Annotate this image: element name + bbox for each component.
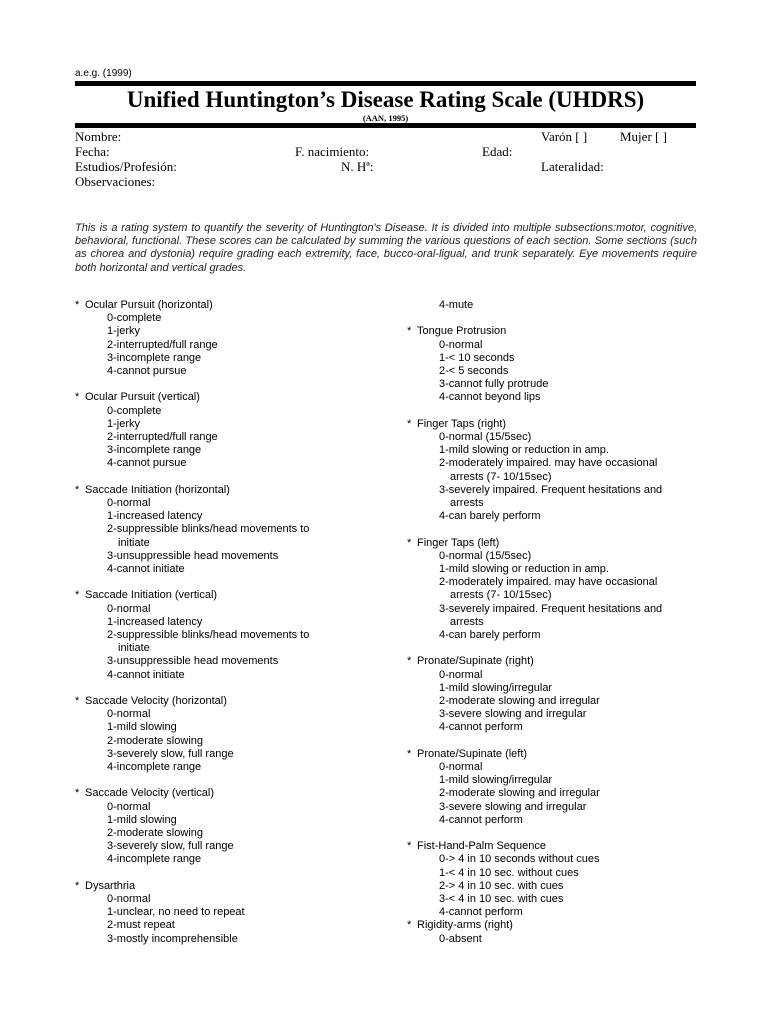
intro-paragraph: This is a rating system to quantify the severity of Huntington's Disease. It is divided into multiple subsections:motor, cognitive, behavioral, functional. These scores can be calculated by summing the various questions of each section. Some sections (such as chorea and dystonia) require grading each extremity, face, bucco-oral-ligual, and trunk separately. Eye movements require both horizontal and vertical grades. [75, 222, 697, 274]
scale-section [407, 840, 662, 919]
rating-option: 4-cannot initiate [107, 563, 185, 576]
scale-section [75, 484, 309, 576]
rating-option: 3-severely slow, full range [107, 840, 234, 853]
document-title: Unified Huntington’s Disease Rating Scale (UHDRS) [126, 87, 645, 112]
rating-option: 2-< 5 seconds [439, 365, 509, 377]
section-heading [407, 537, 662, 550]
rating-option: 3-cannot fully protrude [439, 378, 549, 391]
section-heading [75, 695, 309, 708]
bullet-marker: * [75, 589, 80, 602]
field-f-nacimiento: F. nacimiento: [295, 144, 370, 159]
scale-section [75, 787, 309, 866]
rating-option: 1-mild slowing [107, 721, 177, 734]
divider-bar [75, 81, 696, 86]
scale-section [407, 919, 662, 945]
rating-option: 4-incomplete range [107, 853, 202, 866]
section-title: Saccade Initiation (vertical) [85, 589, 218, 602]
section-title: Saccade Initiation (horizontal) [85, 483, 230, 496]
section-title: Finger Taps (left) [417, 536, 500, 549]
rating-option: 1-jerky [107, 417, 141, 430]
rating-option: 1-jerky [107, 325, 141, 338]
rating-option: 2-moderately impaired. may have occasional [439, 457, 658, 470]
rating-option: 3-unsuppressible head movements [107, 655, 279, 668]
rating-option: 3-severe slowing and irregular [439, 800, 587, 813]
section-heading [75, 787, 309, 800]
bullet-marker: * [75, 391, 80, 404]
scale-section [75, 695, 309, 774]
rating-option: 2-moderate slowing [107, 827, 203, 840]
rating-option: 3-incomplete range [107, 351, 202, 364]
left-column [75, 299, 309, 946]
scale-section [407, 655, 662, 734]
rating-option: 2-moderately impaired. may have occasional [439, 576, 658, 589]
field-nombre: Nombre: [75, 129, 122, 144]
rating-option: 3-< 4 in 10 sec. with cues [439, 893, 564, 906]
bullet-marker: * [75, 483, 80, 496]
rating-option: 4-cannot pursue [107, 457, 187, 470]
rating-option: 2-moderate slowing and irregular [439, 695, 600, 708]
rating-option: 2-suppressible blinks/head movements to [107, 523, 310, 536]
rating-option: 0-normal [107, 602, 151, 615]
rating-option: 2-moderate slowing and irregular [439, 787, 600, 800]
rating-option: 4-cannot perform [439, 813, 523, 826]
section-title: Pronate/Supinate (right) [417, 655, 534, 668]
rating-option: 1-< 10 seconds [439, 351, 515, 364]
right-column [407, 299, 662, 946]
option-continuation: initiate [118, 642, 150, 655]
section-heading [75, 391, 309, 404]
scale-section [407, 418, 662, 524]
bullet-marker: * [407, 655, 412, 668]
rating-option: 3-incomplete range [107, 444, 202, 457]
rating-option: 4-can barely perform [439, 629, 541, 642]
rating-option: 2-interrupted/full range [107, 338, 218, 351]
rating-option: 0-complete [107, 312, 162, 325]
rating-option: 1-unclear, no need to repeat [107, 906, 245, 919]
rating-option: 3-severely impaired. Frequent hesitations and [439, 483, 663, 496]
rating-option: 1-mild slowing/irregular [439, 681, 553, 694]
rating-option: 1-mild slowing or reduction in amp. [439, 563, 609, 576]
rating-option: 0-normal [107, 893, 151, 906]
bullet-marker: * [75, 787, 80, 800]
scale-section [75, 299, 309, 378]
rating-option: 3-severe slowing and irregular [439, 708, 587, 721]
rating-option: 3-unsuppressible head movements [107, 549, 279, 562]
divider-bar [75, 123, 696, 128]
rating-option: 4-cannot pursue [107, 365, 187, 378]
rating-option: 4-mute [439, 299, 474, 311]
section-heading [75, 880, 309, 893]
rating-option: 4-can barely perform [439, 510, 541, 523]
bullet-marker: * [407, 536, 412, 549]
bullet-marker: * [407, 747, 412, 760]
option-continuation: arrests [450, 615, 484, 628]
field-fecha: Fecha: [75, 144, 110, 159]
rating-option: 1-< 4 in 10 sec. without cues [439, 866, 579, 879]
section-title: Ocular Pursuit (horizontal) [85, 299, 213, 311]
section-heading [407, 748, 662, 761]
section-heading [407, 325, 662, 338]
rating-option: 2-> 4 in 10 sec. with cues [439, 879, 564, 892]
bullet-marker: * [75, 879, 80, 892]
section-title: Fist-Hand-Palm Sequence [417, 840, 547, 853]
rating-option: 1-mild slowing or reduction in amp. [439, 444, 609, 457]
field-lateralidad: Lateralidad: [541, 159, 604, 174]
section-heading [407, 655, 662, 668]
section-title: Ocular Pursuit (vertical) [85, 391, 200, 404]
field-varon: Varón [ ] [541, 129, 588, 144]
rating-option: 2-interrupted/full range [107, 431, 218, 444]
field-nha: N. Hª: [341, 159, 374, 174]
section-heading [407, 919, 662, 932]
rating-option: 0-normal [439, 761, 483, 774]
rating-option: 0-> 4 in 10 seconds without cues [439, 853, 600, 866]
section-heading [75, 299, 309, 312]
section-heading [75, 589, 309, 602]
rating-option: 3-severely slow, full range [107, 747, 234, 760]
rating-option: 0-normal [107, 497, 151, 510]
section-heading [75, 484, 309, 497]
option-continuation: arrests (7- 10/15sec) [450, 589, 552, 602]
rating-option: 1-increased latency [107, 615, 203, 628]
rating-option: 2-moderate slowing [107, 734, 203, 747]
document-subtitle: (AAN, 1995) [362, 113, 409, 123]
rating-option: 2-suppressible blinks/head movements to [107, 629, 310, 642]
rating-option: 0-normal [439, 338, 483, 351]
rating-option: 0-absent [439, 932, 482, 945]
section-title: Rigidity-arms (right) [417, 919, 513, 932]
field-estudios: Estudios/Profesión: [75, 159, 177, 174]
rating-option: 1-mild slowing [107, 813, 177, 826]
bullet-marker: * [407, 840, 412, 853]
bullet-marker: * [75, 299, 80, 311]
rating-option: 0-normal [107, 800, 151, 813]
option-continuation: initiate [118, 536, 150, 549]
section-title: Tongue Protrusion [417, 325, 507, 338]
scale-section [75, 880, 309, 946]
scale-section [407, 748, 662, 827]
bullet-marker: * [407, 919, 412, 932]
scale-section [75, 391, 309, 470]
rating-option: 3-mostly incomprehensible [107, 932, 238, 945]
rating-option: 2-must repeat [107, 919, 175, 932]
section-title: Finger Taps (right) [417, 417, 507, 430]
section-heading [407, 418, 662, 431]
section-heading [407, 840, 662, 853]
option-continuation: arrests [450, 497, 484, 510]
rating-option: 4-cannot perform [439, 721, 523, 734]
rating-option: 0-normal (15/5sec) [439, 549, 532, 562]
rating-option: 1-mild slowing/irregular [439, 774, 553, 787]
scale-section [407, 537, 662, 643]
section-title: Saccade Velocity (vertical) [85, 787, 214, 800]
scale-section [75, 589, 309, 681]
rating-option: 4-cannot beyond lips [439, 391, 541, 404]
scale-section [407, 325, 662, 404]
field-edad: Edad: [482, 144, 513, 159]
rating-option: 0-complete [107, 404, 162, 417]
rating-option: 0-normal (15/5sec) [439, 431, 532, 443]
bullet-marker: * [75, 695, 80, 708]
section-title: Dysarthria [85, 879, 136, 892]
section-title: Saccade Velocity (horizontal) [85, 695, 227, 708]
bullet-marker: * [407, 417, 412, 430]
rating-option: 4-incomplete range [107, 761, 202, 774]
section-title: Pronate/Supinate (left) [417, 747, 528, 760]
rating-option: 0-normal [107, 708, 151, 721]
option-continuation: arrests (7- 10/15sec) [450, 470, 552, 483]
rating-option: 3-severely impaired. Frequent hesitations and [439, 602, 663, 615]
rating-option: 1-increased latency [107, 510, 203, 523]
rating-option: 4-cannot perform [439, 906, 523, 919]
rating-option: 0-normal [439, 668, 483, 681]
reference-label: a.e.g. (1999) [75, 68, 132, 79]
scale-section [407, 299, 662, 312]
field-mujer: Mujer [ ] [620, 129, 667, 144]
field-observaciones: Observaciones: [75, 174, 156, 189]
bullet-marker: * [407, 325, 412, 338]
rating-option: 4-cannot initiate [107, 668, 185, 681]
